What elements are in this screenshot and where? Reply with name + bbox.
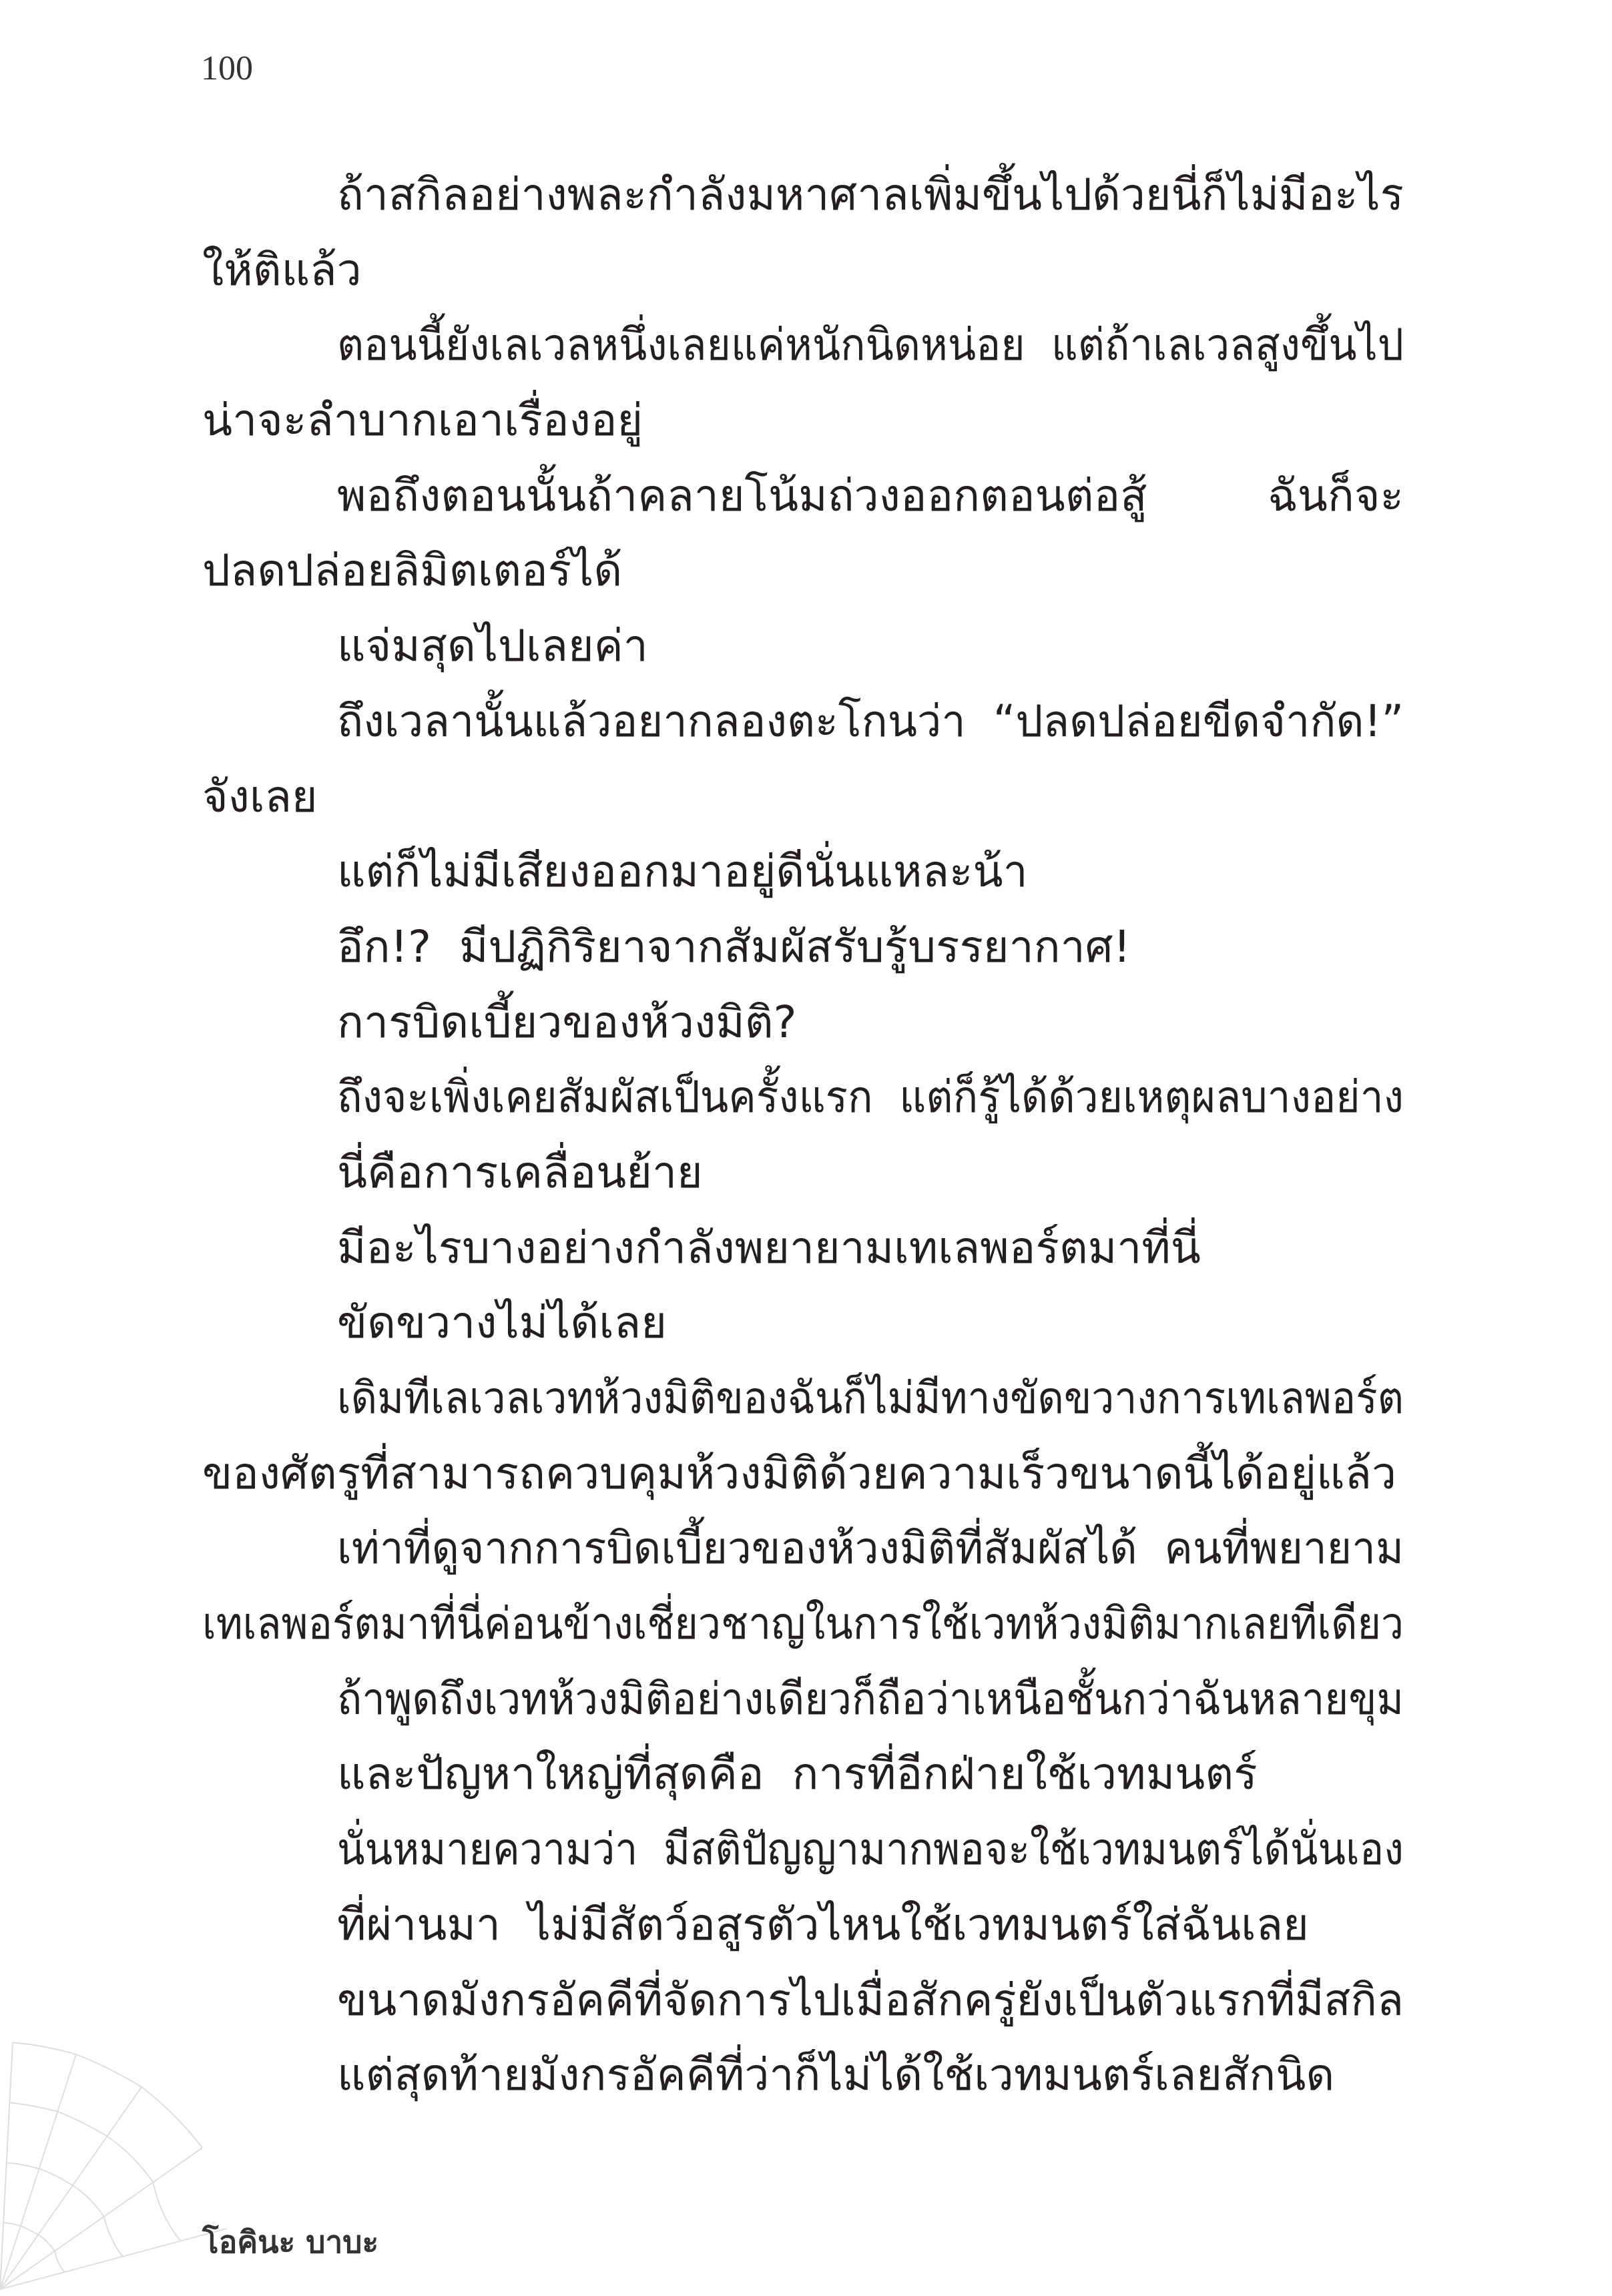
- line-text: ถ้าพูดถึงเวทห้วงมิติอย่างเดียวก็ถือว่าเหนือชั้นกว่าฉันหลายขุม: [337, 1673, 1404, 1725]
- text-line: [202, 760, 1404, 835]
- text-line: [202, 1737, 1404, 1812]
- paragraph: [202, 834, 1404, 910]
- line-text: เท่าที่ดูจากการบิดเบี้ยวของห้วงมิติที่สัมผัสได้ คนที่พยายาม: [337, 1522, 1404, 1574]
- paragraph: [202, 459, 1404, 609]
- web-thread: [7, 2163, 123, 2257]
- text-line: [202, 834, 1404, 910]
- paragraph: [202, 985, 1404, 1061]
- text-line: [202, 459, 1404, 534]
- line-text: จังเลย: [202, 770, 318, 822]
- line-text: ขนาดมังกรอัคคีที่จัดการไปเมื่อสักครู่ยังเป็นตัวแรกที่มีสกิล: [337, 1974, 1404, 2026]
- line-text: ถึงจะเพิ่งเคยสัมผัสเป็นครั้งแรก แต่ก็รู้ได้ด้วยเหตุผลบางอย่าง: [337, 1071, 1404, 1123]
- line-text: อึก!? มีปฏิกิริยาจากสัมผัสรับรู้บรรยากาศ!: [337, 920, 1131, 972]
- paragraph: [202, 158, 1404, 308]
- text-line: [202, 383, 1404, 459]
- line-text: น่าจะลำบากเอาเรื่องอยู่: [202, 394, 643, 447]
- line-text: พอถึงตอนนั้นถ้าคลายโน้มถ่วงออกตอนต่อสู้ ฉันก็จะ: [337, 469, 1404, 521]
- text-line: [202, 1285, 1404, 1361]
- paragraph: [202, 684, 1404, 834]
- line-text: และปัญหาใหญ่ที่สุดคือ การที่อีกฝ่ายใช้เวทมนตร์: [337, 1748, 1258, 1800]
- text-line: [202, 1587, 1404, 1662]
- web-thread: [0, 2054, 76, 2289]
- paragraph: [202, 2038, 1404, 2113]
- line-text: ขัดขวางไม่ได้เลย: [337, 1297, 667, 1349]
- line-text: ถ้าสกิลอย่างพละกำลังมหาศาลเพิ่มขึ้นไปด้วยนี่ก็ไม่มีอะไร: [337, 169, 1404, 220]
- paragraph: [202, 1888, 1404, 1963]
- text-line: [202, 308, 1404, 383]
- text-line: [202, 609, 1404, 684]
- web-radials: [0, 2042, 227, 2289]
- text-line: [202, 1963, 1404, 2038]
- line-text: เดิมทีเลเวลเวทห้วงมิติของฉันก็ไม่มีทางขัดขวางการเทเลพอร์ต: [337, 1372, 1404, 1424]
- paragraph: [202, 1963, 1404, 2038]
- paragraph: [202, 1361, 1404, 1511]
- text-line: [202, 233, 1404, 308]
- line-text: เทเลพอร์ตมาที่นี่ค่อนข้างเชี่ยวชาญในการใช้เวทห้วงมิติมากเลยทีเดียว: [202, 1598, 1404, 1650]
- paragraph: [202, 1211, 1404, 1286]
- text-line: [202, 1211, 1404, 1286]
- paragraph: [202, 1285, 1404, 1361]
- line-text: ถึงเวลานั้นแล้วอยากลองตะโกนว่า “ปลดปล่อยขีดจำกัด!”: [337, 695, 1404, 747]
- line-text: ตอนนี้ยังเลเวลหนึ่งเลยแค่หนักนิดหน่อย แต่ถ้าเลเวลสูงขึ้นไป: [337, 319, 1404, 371]
- paragraph: [202, 308, 1404, 458]
- text-line: [202, 1060, 1404, 1135]
- paragraph: [202, 1812, 1404, 1888]
- author-name: โอคินะ บาบะ: [202, 2224, 379, 2260]
- text-line: [202, 158, 1404, 233]
- text-line: [202, 684, 1404, 760]
- web-thread: [3, 2223, 64, 2272]
- text-line: [202, 1135, 1404, 1211]
- line-text: ของศัตรูที่สามารถควบคุมห้วงมิติด้วยความเร็วขนาดนี้ได้อยู่แล้ว: [202, 1447, 1397, 1499]
- line-text: ให้ติแล้ว: [202, 244, 362, 296]
- text-line: [202, 985, 1404, 1061]
- line-text: ที่ผ่านมา ไม่มีสัตว์อสูรตัวไหนใช้เวทมนตร์ใส่ฉันเลย: [337, 1898, 1309, 1950]
- paragraph: [202, 1060, 1404, 1135]
- line-text: ปลดปล่อยลิมิตเตอร์ได้: [202, 545, 623, 597]
- line-text: แต่สุดท้ายมังกรอัคคีที่ว่าก็ไม่ได้ใช้เวทมนตร์เลยสักนิด: [337, 2049, 1335, 2101]
- text-line: [202, 1436, 1404, 1512]
- text-line: [202, 1511, 1404, 1587]
- web-thread: [10, 2102, 181, 2241]
- page-number: 100: [201, 49, 253, 87]
- paragraph: [202, 1511, 1404, 1661]
- text-line: [202, 1888, 1404, 1963]
- line-text: แต่ก็ไม่มีเสียงออกมาอยู่ดีนั่นแหละน้า: [337, 846, 1028, 898]
- spider-web-icon: [0, 1976, 227, 2296]
- paragraph: [202, 1135, 1404, 1211]
- text-line: [202, 1812, 1404, 1888]
- line-text: มีอะไรบางอย่างกำลังพยายามเทเลพอร์ตมาที่นี่: [337, 1221, 1201, 1273]
- paragraph: [202, 1662, 1404, 1737]
- web-rings: [3, 2042, 202, 2272]
- web-thread: [13, 2042, 202, 2147]
- line-text: นั่นหมายความว่า มีสติปัญญามากพอจะใช้เวทมนตร์ได้นั่นเอง: [337, 1823, 1404, 1876]
- text-line: [202, 533, 1404, 609]
- paragraph: [202, 910, 1404, 985]
- paragraph: [202, 609, 1404, 684]
- web-thread: [0, 2042, 13, 2289]
- web-thread: [0, 2229, 227, 2289]
- line-text: แจ่มสุดไปเลยค่า: [337, 620, 648, 672]
- paragraph: [202, 1737, 1404, 1812]
- text-line: [202, 910, 1404, 985]
- body-text: [202, 158, 1404, 2113]
- web-thread: [0, 2148, 202, 2289]
- text-line: [202, 1361, 1404, 1436]
- line-text: นี่คือการเคลื่อนย้าย: [337, 1146, 703, 1198]
- line-text: การบิดเบี้ยวของห้วงมิติ?: [337, 996, 797, 1048]
- text-line: [202, 2038, 1404, 2113]
- text-line: [202, 1662, 1404, 1737]
